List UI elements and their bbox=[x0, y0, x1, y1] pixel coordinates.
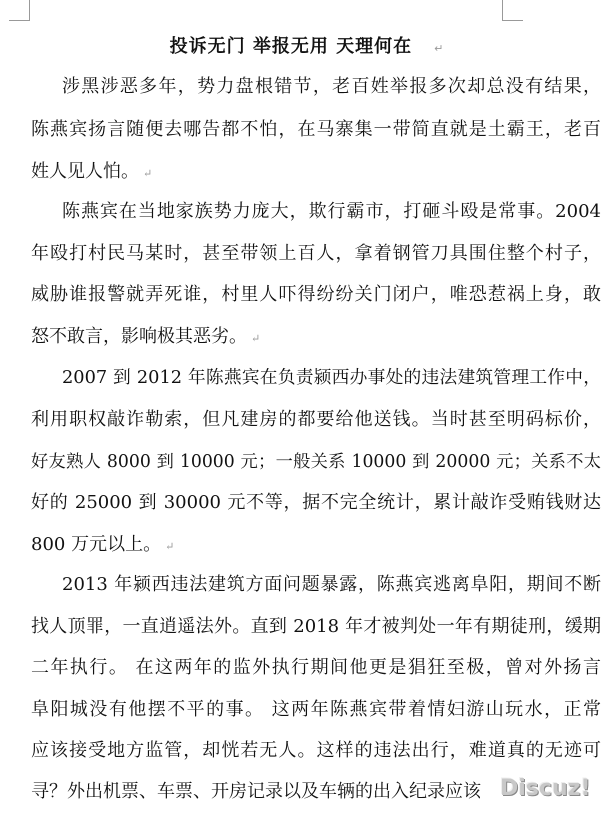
line-text: 利用职权敲诈勒索，但凡建房的都要给他送钱。当时甚至明码标价， bbox=[31, 409, 601, 430]
page-corner-mark-left bbox=[9, 0, 30, 21]
line-text: 阜阳城没有他摆不平的事。 这两年陈燕宾带着情妇游山玩水，正常 bbox=[31, 699, 601, 720]
document-line bbox=[31, 160, 601, 184]
document-line bbox=[31, 615, 601, 639]
title-text: 投诉无门 举报无用 天理何在 bbox=[169, 36, 413, 57]
line-text: 好友熟人 8000 到 10000 元；一般关系 10000 到 20000 元；关系不太 bbox=[31, 452, 601, 472]
document-line bbox=[31, 698, 601, 722]
paragraph-mark-icon: ↵ bbox=[165, 540, 175, 553]
line-text: 涉黑涉恶多年，势力盘根错节，老百姓举报多次却总没有结果， bbox=[62, 76, 601, 97]
document-title bbox=[0, 32, 614, 58]
document-line bbox=[31, 739, 601, 763]
line-text: 2007 到 2012 年陈燕宾在负责颍西办事处的违法建筑管理工作中， bbox=[62, 368, 601, 388]
document-line bbox=[62, 75, 601, 99]
document-line bbox=[31, 325, 601, 349]
line-text: 好的 25000 到 30000 元不等，据不完全统计，累计敲诈受贿钱财达 bbox=[31, 492, 601, 513]
line-text: 姓人见人怕。 bbox=[31, 161, 139, 182]
document-line bbox=[62, 573, 601, 597]
watermark-logo: Discuz! bbox=[500, 776, 591, 801]
line-text: 陈燕宾在当地家族势力庞大，欺行霸市，打砸斗殴是常事。2004 bbox=[62, 201, 601, 222]
paragraph-mark-icon: ↵ bbox=[251, 332, 261, 345]
line-text: 二年执行。 在这两年的监外执行期间他更是猖狂至极，曾对外扬言 bbox=[31, 657, 601, 678]
document-line bbox=[62, 200, 601, 224]
line-text: 陈燕宾扬言随便去哪告都不怕，在马寨集一带简直就是土霸王，老百 bbox=[31, 119, 601, 140]
line-text: 找人顶罪，一直逍遥法外。直到 2018 年才被判处一年有期徒刑，缓期 bbox=[31, 616, 601, 637]
document-line bbox=[31, 656, 601, 680]
document-line bbox=[31, 242, 601, 266]
line-text: 年殴打村民马某时，甚至带领上百人，拿着钢管刀具围住整个村子， bbox=[31, 243, 601, 264]
document-line bbox=[31, 408, 601, 432]
line-text: 威胁谁报警就弄死谁，村里人吓得纷纷关门闭户，唯恐惹祸上身，敢 bbox=[31, 284, 601, 305]
document-line bbox=[62, 366, 601, 390]
document-line bbox=[31, 283, 601, 307]
line-text: 800 万元以上。 bbox=[31, 534, 162, 555]
document-line bbox=[31, 491, 601, 515]
line-text: 寻？外出机票、车票、开房记录以及车辆的出入纪录应该 bbox=[31, 781, 481, 802]
paragraph-mark-icon: ↵ bbox=[434, 42, 445, 55]
document-line bbox=[31, 533, 601, 557]
line-text: 2013 年颍西违法建筑方面问题暴露，陈燕宾逃离阜阳，期间不断 bbox=[62, 574, 601, 595]
paragraph-mark-icon: ↵ bbox=[143, 167, 153, 180]
document-line bbox=[31, 450, 601, 474]
line-text: 应该接受地方监管，却恍若无人。这样的违法出行，难道真的无迹可 bbox=[31, 740, 601, 761]
document-line bbox=[31, 118, 601, 142]
line-text: 怒不敢言，影响极其恶劣。 bbox=[31, 326, 247, 347]
page-corner-mark-right bbox=[502, 0, 523, 21]
